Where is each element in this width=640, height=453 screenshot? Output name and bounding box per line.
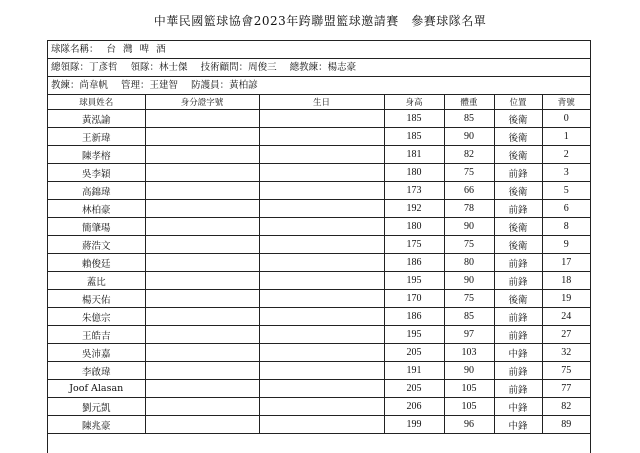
player-birthday <box>259 344 384 362</box>
player-birthday <box>259 182 384 200</box>
player-height: 173 <box>384 182 444 200</box>
player-height: 185 <box>384 128 444 146</box>
col-header-birthday: 生日 <box>259 95 384 110</box>
player-number: 18 <box>542 272 590 290</box>
player-id-number <box>145 416 259 434</box>
staff-trainer: 防護員：黃柏諺 <box>191 80 258 91</box>
table-row <box>48 308 590 326</box>
player-weight: 105 <box>444 380 494 398</box>
player-birthday <box>259 362 384 380</box>
table-row <box>48 146 590 164</box>
player-position: 後衛 <box>494 236 542 254</box>
col-header-height: 身高 <box>384 95 444 110</box>
player-height: 186 <box>384 308 444 326</box>
player-id-number <box>145 164 259 182</box>
table-row <box>48 128 590 146</box>
player-table-body <box>48 110 590 434</box>
player-id-number <box>145 290 259 308</box>
player-name: 劉元凱 <box>48 398 145 416</box>
player-height: 191 <box>384 362 444 380</box>
player-weight: 80 <box>444 254 494 272</box>
player-position: 後衛 <box>494 110 542 128</box>
player-weight: 85 <box>444 110 494 128</box>
player-weight: 82 <box>444 146 494 164</box>
player-name: 王新瑋 <box>48 128 145 146</box>
player-name: Joof Alasan <box>48 380 145 398</box>
table-row <box>48 182 590 200</box>
player-birthday <box>259 380 384 398</box>
player-height: 185 <box>384 110 444 128</box>
player-position: 前鋒 <box>494 164 542 182</box>
player-birthday <box>259 146 384 164</box>
table-row <box>48 164 590 182</box>
player-id-number <box>145 218 259 236</box>
player-name: 吳李穎 <box>48 164 145 182</box>
staff-head-manager: 總領隊：丁彥哲 <box>51 62 118 73</box>
player-name: 蔣浩文 <box>48 236 145 254</box>
document-title: 中華民國籃球協會2023年跨聯盟籃球邀請賽 參賽球隊名單 <box>153 14 487 28</box>
player-weight: 103 <box>444 344 494 362</box>
player-weight: 90 <box>444 218 494 236</box>
player-id-number <box>145 110 259 128</box>
player-id-number <box>145 182 259 200</box>
player-name: 李啟瑋 <box>48 362 145 380</box>
player-number: 89 <box>542 416 590 434</box>
player-id-number <box>145 272 259 290</box>
col-header-number: 背號 <box>542 95 590 110</box>
table-row <box>48 200 590 218</box>
col-header-position: 位置 <box>494 95 542 110</box>
player-id-number <box>145 380 259 398</box>
player-name: 蓋比 <box>48 272 145 290</box>
player-position: 中鋒 <box>494 344 542 362</box>
col-header-name: 球員姓名 <box>48 95 145 110</box>
player-name: 朱億宗 <box>48 308 145 326</box>
player-id-number <box>145 200 259 218</box>
table-row <box>48 254 590 272</box>
table-row <box>48 398 590 416</box>
roster-sheet <box>47 40 591 453</box>
player-id-number <box>145 308 259 326</box>
player-id-number <box>145 236 259 254</box>
player-birthday <box>259 110 384 128</box>
player-weight: 90 <box>444 272 494 290</box>
player-name: 楊天佑 <box>48 290 145 308</box>
player-id-number <box>145 398 259 416</box>
player-name: 林柏豪 <box>48 200 145 218</box>
player-number: 3 <box>542 164 590 182</box>
player-number: 8 <box>542 218 590 236</box>
staff-coach: 教練：尚韋帆 <box>51 80 109 91</box>
table-row <box>48 110 590 128</box>
col-header-id: 身分證字號 <box>145 95 259 110</box>
player-id-number <box>145 146 259 164</box>
player-birthday <box>259 326 384 344</box>
player-height: 206 <box>384 398 444 416</box>
player-position: 前鋒 <box>494 272 542 290</box>
player-position: 中鋒 <box>494 416 542 434</box>
player-height: 180 <box>384 218 444 236</box>
col-header-weight: 體重 <box>444 95 494 110</box>
player-weight: 85 <box>444 308 494 326</box>
player-number: 17 <box>542 254 590 272</box>
player-id-number <box>145 344 259 362</box>
staff-row-2 <box>48 77 590 95</box>
player-height: 195 <box>384 326 444 344</box>
team-name-label: 球隊名稱： <box>51 44 99 55</box>
player-position: 前鋒 <box>494 308 542 326</box>
table-row <box>48 416 590 434</box>
player-position: 後衛 <box>494 182 542 200</box>
player-height: 175 <box>384 236 444 254</box>
player-birthday <box>259 128 384 146</box>
player-height: 186 <box>384 254 444 272</box>
team-name-row <box>48 41 590 59</box>
player-birthday <box>259 254 384 272</box>
player-height: 199 <box>384 416 444 434</box>
player-name: 賴俊廷 <box>48 254 145 272</box>
player-position: 前鋒 <box>494 380 542 398</box>
player-table <box>48 95 590 434</box>
player-number: 27 <box>542 326 590 344</box>
player-position: 後衛 <box>494 218 542 236</box>
player-position: 前鋒 <box>494 326 542 344</box>
staff-head-coach: 總教練：楊志豪 <box>289 62 357 73</box>
player-number: 77 <box>542 380 590 398</box>
player-name: 陳孝榕 <box>48 146 145 164</box>
table-row <box>48 218 590 236</box>
table-row <box>48 362 590 380</box>
player-weight: 75 <box>444 290 494 308</box>
player-id-number <box>145 254 259 272</box>
player-position: 前鋒 <box>494 254 542 272</box>
player-weight: 90 <box>444 362 494 380</box>
staff-manager: 領隊：林士傑 <box>130 62 188 73</box>
player-id-number <box>145 362 259 380</box>
player-weight: 78 <box>444 200 494 218</box>
table-header-row <box>48 95 590 110</box>
player-position: 後衛 <box>494 146 542 164</box>
player-height: 170 <box>384 290 444 308</box>
team-name-value: 台 灣 啤 酒 <box>106 44 168 55</box>
player-height: 181 <box>384 146 444 164</box>
table-row <box>48 344 590 362</box>
player-name: 吳沛嘉 <box>48 344 145 362</box>
player-position: 後衛 <box>494 290 542 308</box>
player-number: 6 <box>542 200 590 218</box>
player-weight: 75 <box>444 236 494 254</box>
table-row <box>48 380 590 398</box>
player-number: 82 <box>542 398 590 416</box>
staff-admin: 管理：王建智 <box>121 80 179 91</box>
player-birthday <box>259 308 384 326</box>
player-position: 前鋒 <box>494 200 542 218</box>
player-name: 高錦瑋 <box>48 182 145 200</box>
table-row <box>48 290 590 308</box>
player-weight: 75 <box>444 164 494 182</box>
staff-row-1 <box>48 59 590 77</box>
player-birthday <box>259 290 384 308</box>
player-name: 簡肇瑒 <box>48 218 145 236</box>
player-birthday <box>259 272 384 290</box>
player-weight: 105 <box>444 398 494 416</box>
player-name: 黃泓諭 <box>48 110 145 128</box>
player-position: 前鋒 <box>494 362 542 380</box>
player-birthday <box>259 236 384 254</box>
player-number: 19 <box>542 290 590 308</box>
player-name: 王皓吉 <box>48 326 145 344</box>
player-number: 1 <box>542 128 590 146</box>
player-name: 陳兆豪 <box>48 416 145 434</box>
player-weight: 66 <box>444 182 494 200</box>
player-birthday <box>259 398 384 416</box>
player-birthday <box>259 218 384 236</box>
player-birthday <box>259 416 384 434</box>
player-height: 180 <box>384 164 444 182</box>
player-number: 24 <box>542 308 590 326</box>
table-row <box>48 236 590 254</box>
player-birthday <box>259 164 384 182</box>
player-number: 32 <box>542 344 590 362</box>
player-id-number <box>145 326 259 344</box>
player-number: 5 <box>542 182 590 200</box>
table-row <box>48 326 590 344</box>
player-weight: 97 <box>444 326 494 344</box>
player-height: 205 <box>384 380 444 398</box>
player-height: 205 <box>384 344 444 362</box>
player-height: 192 <box>384 200 444 218</box>
player-number: 2 <box>542 146 590 164</box>
player-position: 中鋒 <box>494 398 542 416</box>
player-id-number <box>145 128 259 146</box>
player-number: 0 <box>542 110 590 128</box>
player-height: 195 <box>384 272 444 290</box>
player-birthday <box>259 200 384 218</box>
player-weight: 90 <box>444 128 494 146</box>
table-row <box>48 272 590 290</box>
player-weight: 96 <box>444 416 494 434</box>
staff-technical-advisor: 技術顧問：周俊三 <box>200 62 277 73</box>
player-position: 後衛 <box>494 128 542 146</box>
player-number: 9 <box>542 236 590 254</box>
player-number: 75 <box>542 362 590 380</box>
